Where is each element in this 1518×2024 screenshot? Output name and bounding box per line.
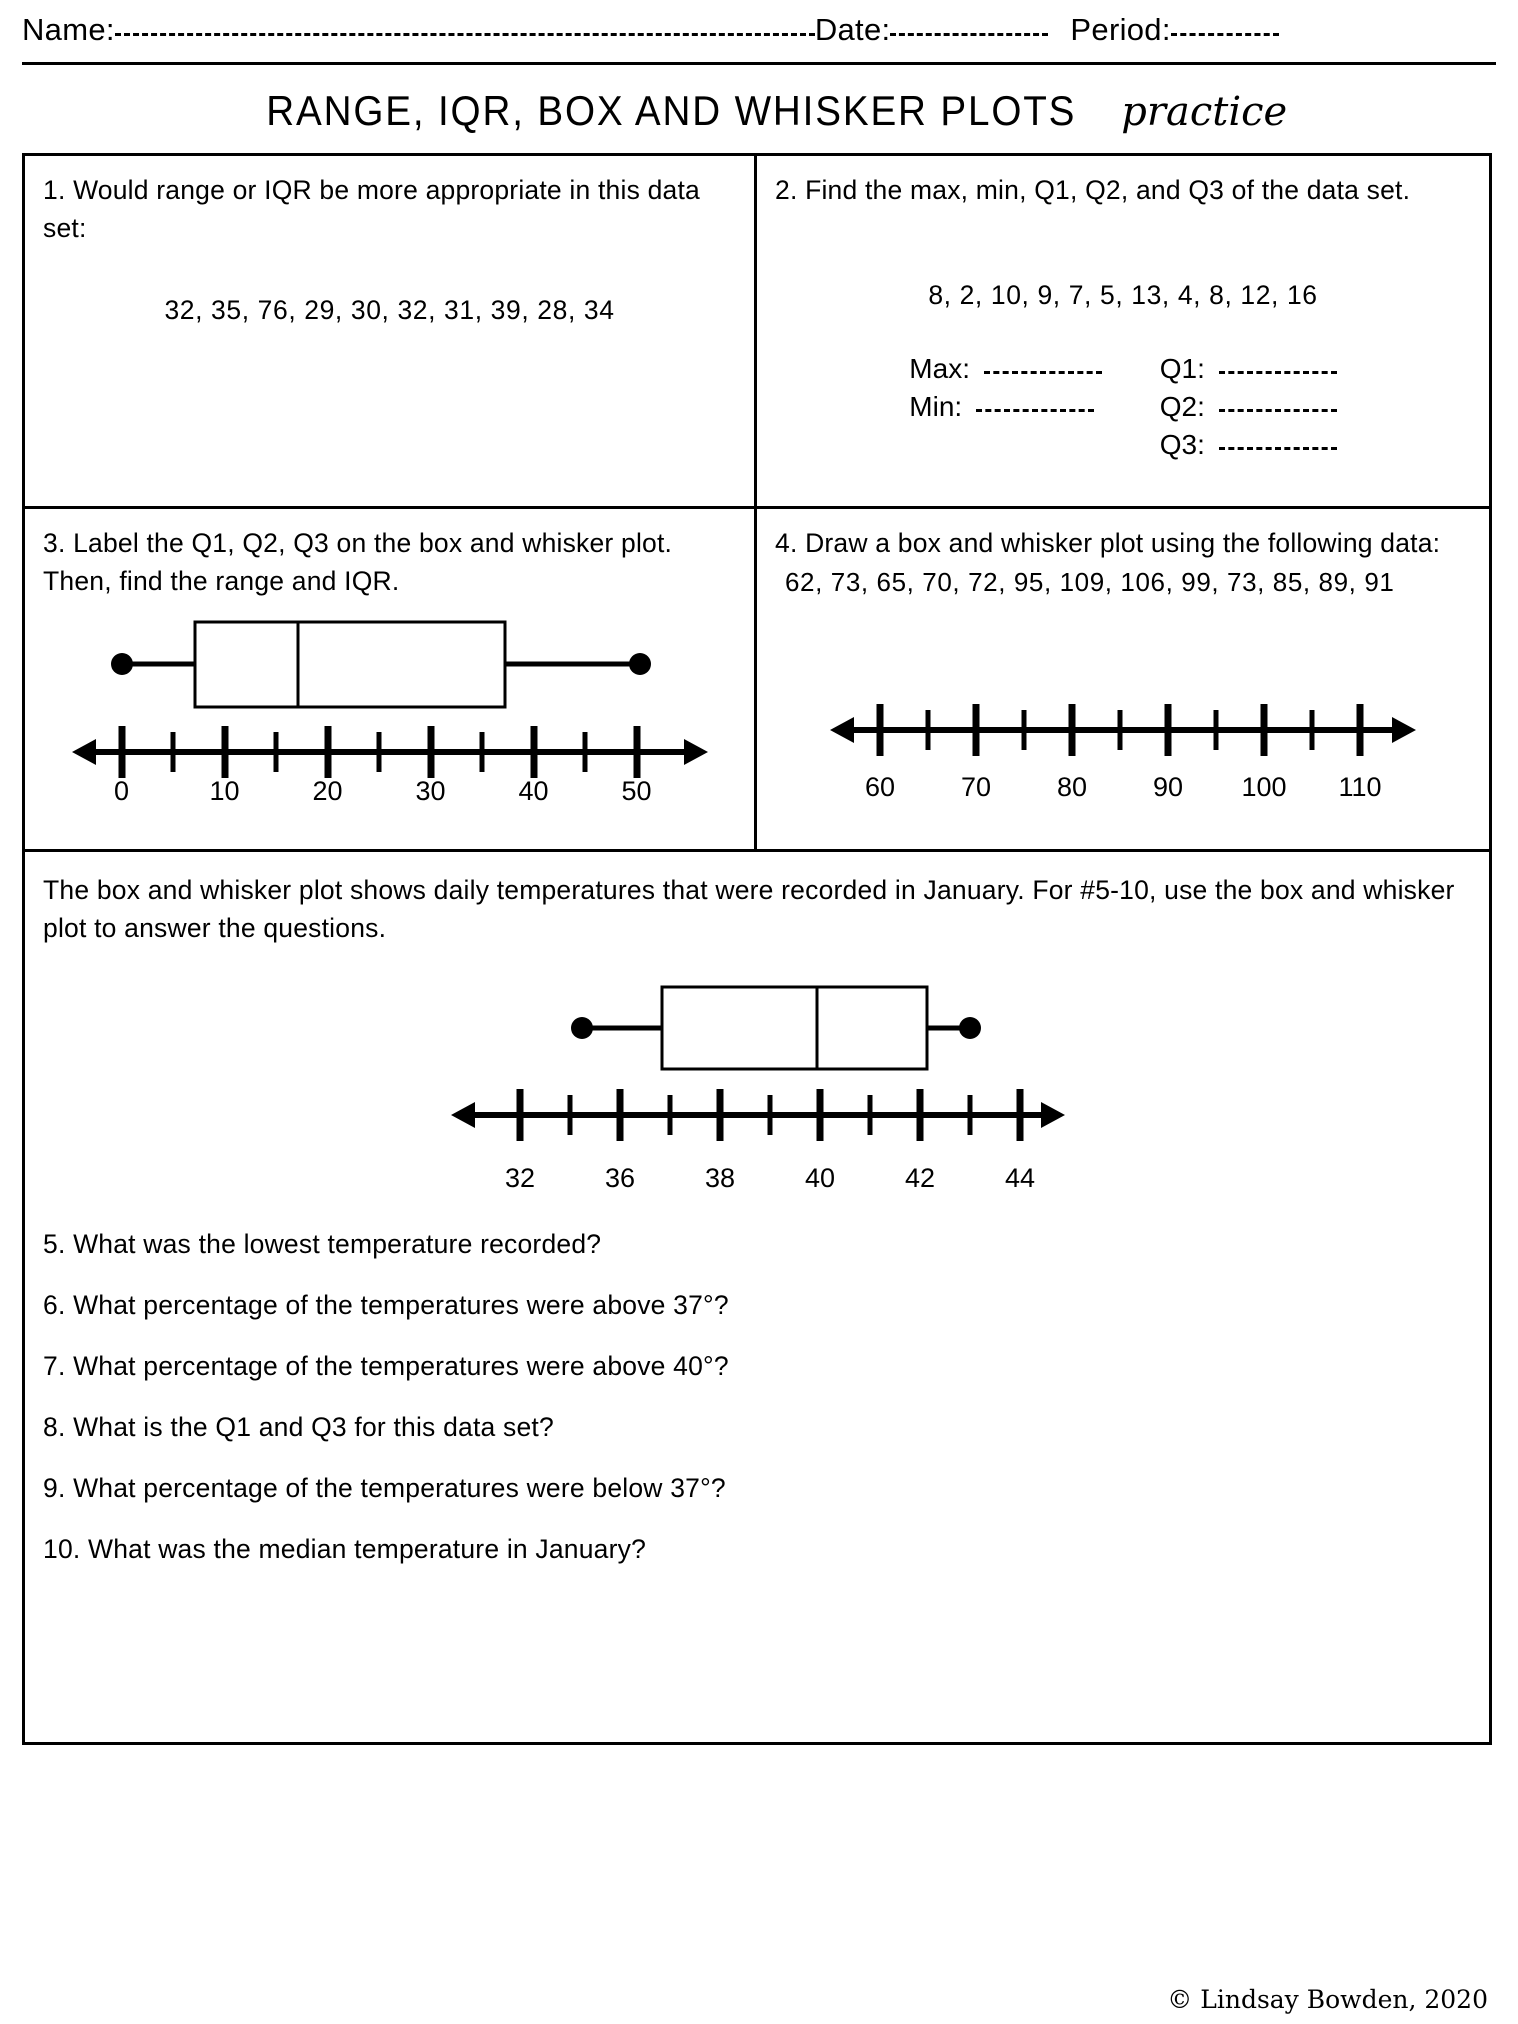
question-3-text: 3. Label the Q1, Q2, Q3 on the box and whisker plot. Then, find the range and IQR. [43, 528, 673, 596]
q3-answer-row [1160, 429, 1337, 461]
axis-tick-label: 50 [621, 776, 652, 807]
question-9: 9. What percentage of the temperatures were below 37°? [43, 1473, 726, 1504]
quartiles-column [1160, 353, 1337, 467]
axis-tick-label: 10 [209, 776, 240, 807]
temperature-intro-text: The box and whisker plot shows daily temperatures that were recorded in January. For #5-10, use the box and whisker plot to answer the questions. [43, 875, 1455, 943]
temperature-box-plot [437, 973, 1077, 1163]
number-line-left-arrow [72, 739, 96, 765]
max-min-column [909, 353, 1101, 467]
axis-tick-label: 100 [1241, 771, 1287, 802]
q2-answer-row [1160, 391, 1337, 423]
grid-row-3 [25, 852, 1489, 1742]
box-plot-max-dot [629, 653, 651, 675]
name-label: Name: [22, 12, 115, 47]
axis-tick-label: 36 [604, 1163, 636, 1194]
question-7: 7. What percentage of the temperatures were above 40°? [43, 1351, 729, 1382]
copyright-notice: © Lindsay Bowden, 2020 [1167, 1985, 1488, 2014]
question-1-text: 1. Would range or IQR be more appropriate in this data set: [43, 175, 700, 243]
question-3-box-plot [70, 600, 710, 800]
grid-row-2 [25, 509, 1489, 852]
question-4-dataset: 62, 73, 65, 70, 72, 95, 109, 106, 99, 73, 85, 89, 91 [785, 566, 1395, 597]
max-answer-row [909, 353, 1101, 385]
question-1-cell [25, 156, 757, 506]
grid-row-1 [25, 156, 1489, 509]
box-plot-max-dot [959, 1017, 981, 1039]
number-line-left-arrow [451, 1102, 475, 1128]
question-4-number-line[interactable] [828, 690, 1418, 770]
axis-tick-label: 32 [504, 1163, 536, 1194]
max-blank-line[interactable] [984, 371, 1102, 374]
question-3-axis-labels [70, 776, 710, 810]
q3-label: Q3: [1159, 428, 1205, 460]
temperature-section-cell [25, 852, 1489, 1742]
axis-tick-label: 44 [1004, 1163, 1036, 1194]
box-plot-box [195, 622, 505, 707]
axis-tick-label: 20 [312, 776, 343, 807]
page-title-script: practice [1121, 89, 1288, 135]
q1-blank-line[interactable] [1219, 371, 1337, 374]
number-line-right-arrow [684, 739, 708, 765]
worksheet-grid [22, 153, 1492, 1745]
axis-tick-label: 42 [904, 1163, 936, 1194]
date-label: Date: [814, 12, 891, 47]
question-2-dataset: 8, 2, 10, 9, 7, 5, 13, 4, 8, 12, 16 [928, 279, 1318, 310]
axis-tick-label: 40 [518, 776, 549, 807]
box-plot-box [662, 987, 927, 1069]
page-title [22, 87, 1496, 135]
axis-tick-label: 38 [704, 1163, 736, 1194]
date-blank-line[interactable] [890, 33, 1048, 36]
name-blank-line[interactable] [115, 33, 815, 36]
question-5: 5. What was the lowest temperature recorded? [43, 1229, 602, 1260]
min-answer-row [909, 391, 1101, 423]
question-3-cell [25, 509, 757, 849]
question-10: 10. What was the median temperature in January? [43, 1534, 647, 1565]
question-4-text: 4. Draw a box and whisker plot using the following data: [775, 528, 1441, 558]
axis-tick-label: 90 [1152, 771, 1184, 802]
axis-tick-label: 40 [804, 1163, 836, 1194]
q3-blank-line[interactable] [1219, 447, 1337, 450]
min-blank-line[interactable] [976, 409, 1094, 412]
axis-tick-label: 0 [113, 776, 130, 807]
max-label: Max: [909, 352, 970, 384]
axis-tick-label: 60 [864, 771, 896, 802]
question-4-axis-labels [828, 772, 1418, 806]
student-info-row [22, 0, 1496, 58]
axis-tick-label: 70 [960, 771, 992, 802]
questions-5-to-10-list [43, 1229, 1471, 1565]
box-plot-min-dot [571, 1017, 593, 1039]
box-plot-min-dot [111, 653, 133, 675]
question-1-dataset: 32, 35, 76, 29, 30, 32, 31, 39, 28, 34 [164, 295, 615, 326]
question-2-cell [757, 156, 1489, 506]
question-6: 6. What percentage of the temperatures were above 37°? [43, 1290, 729, 1321]
number-line-right-arrow [1041, 1102, 1065, 1128]
question-4-cell [757, 509, 1489, 849]
period-blank-line[interactable] [1171, 33, 1279, 36]
question-8: 8. What is the Q1 and Q3 for this data set? [43, 1412, 554, 1443]
axis-tick-label: 80 [1056, 771, 1088, 802]
header-divider [22, 62, 1496, 65]
question-2-text: 2. Find the max, min, Q1, Q2, and Q3 of the data set. [775, 175, 1411, 205]
temperature-axis-labels [437, 1163, 1077, 1199]
q1-label: Q1: [1159, 352, 1205, 384]
axis-tick-label: 30 [415, 776, 446, 807]
q2-blank-line[interactable] [1219, 409, 1337, 412]
number-line-left-arrow [830, 717, 854, 743]
q2-label: Q2: [1159, 390, 1205, 422]
question-2-answer-blanks [775, 353, 1471, 467]
q1-answer-row [1160, 353, 1337, 385]
period-label: Period: [1070, 12, 1171, 47]
number-line-right-arrow [1392, 717, 1416, 743]
axis-tick-label: 110 [1338, 771, 1382, 802]
page-title-main: RANGE, IQR, BOX AND WHISKER PLOTS [266, 87, 1077, 134]
min-label: Min: [909, 390, 963, 422]
